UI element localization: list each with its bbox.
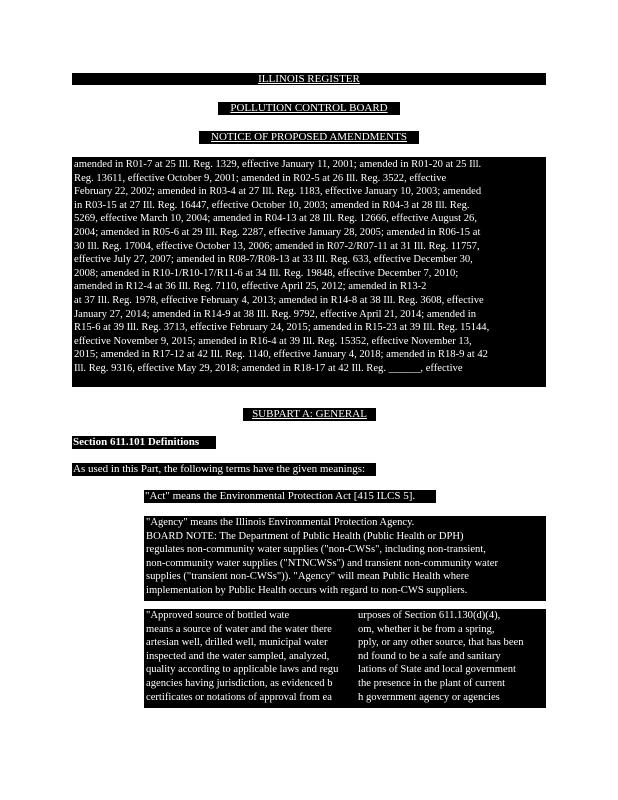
approved-source-left-fragment: agencies having jurisdiction, as evidenced b (146, 677, 333, 689)
register-header (72, 73, 546, 85)
approved-source-left-fragment: means a source of water and the water there (146, 623, 332, 635)
approved-source-line (146, 663, 544, 677)
amendment-line: 2008; amended in R10-1/R10-17/R11-6 at 34 Ill. Reg. 19848, effective December 7, 2010; (74, 267, 459, 279)
approved-source-line (146, 609, 544, 623)
amendment-line: amended in R01-7 at 25 Ill. Reg. 1329, effective January 11, 2001; amended in R01-20 at 25 Ill. (74, 159, 482, 170)
amendment-line: 30 Ill. Reg. 17004, effective October 13, 2006; amended in R07-2/R07-11 at 31 Ill. Reg. 11757, (74, 240, 480, 252)
board-note-line: regulates non-community water supplies ("non-CWSs", including non-transient, (146, 544, 486, 556)
approved-source-right-fragment: lations of State and local government (358, 664, 516, 676)
approved-source-line (146, 636, 544, 650)
amendment-line: effective July 27, 2007; amended in R08-7/R08-13 at 33 Ill. Reg. 633, effective December 30, (74, 254, 473, 266)
amendment-line: Ill. Reg. 9316, effective May 29, 2018; amended in R18-17 at 42 Ill. Reg. ______, effective (74, 362, 463, 374)
subpart-heading-text: SUBPART A: GENERAL (252, 408, 367, 420)
amendment-line: 2015; amended in R17-12 at 42 Ill. Reg. 1140, effective January 4, 2018; amended in R18-9 at 42 (74, 349, 488, 361)
approved-source-line (146, 623, 544, 637)
act-definition: "Act" means the Environmental Protection Act [415 ILCS 5]. (144, 490, 436, 503)
amendment-line: January 27, 2014; amended in R14-9 at 38 Ill. Reg. 9792, effective April 21, 2014; amended in (74, 308, 476, 320)
agency-definition-line: "Agency" means the Illinois Environmental Protection Agency. (146, 517, 415, 528)
board-note-line: implementation by Public Health occurs with regard to non-CWS suppliers. (146, 584, 468, 596)
amendment-line: amended in R12-4 at 36 Ill. Reg. 7110, effective April 25, 2012; amended in R13-2 (74, 281, 427, 293)
section-title: Section 611.101 Definitions (72, 436, 216, 449)
approved-source-right-fragment: the presence in the plant of current (358, 677, 506, 689)
amendment-line: at 37 Ill. Reg. 1978, effective February 4, 2013; amended in R14-8 at 38 Ill. Reg. 3608, effective (74, 294, 484, 306)
approved-source-left-fragment: certificates or notations of approval from ea (146, 691, 332, 703)
amendment-line: Reg. 13611, effective October 9, 2001; amended in R02-5 at 26 Ill. Reg. 3522, effective (74, 172, 447, 184)
approved-source-left-fragment: artesian well, drilled well, municipal water (146, 637, 328, 649)
approved-source-line (146, 650, 544, 664)
amendment-line: in R03-15 at 27 Ill. Reg. 16447, effective October 10, 2003; amended in R04-3 at 28 Ill. Reg. (74, 199, 470, 211)
approved-source-line (146, 677, 544, 691)
approved-source-definition (144, 609, 546, 708)
definitions-intro: As used in this Part, the following terms have the given meanings: (72, 463, 376, 476)
approved-source-right-fragment: nd found to be a safe and sanitary (358, 650, 501, 662)
amendment-line: R15-6 at 39 Ill. Reg. 3713, effective February 24, 2015; amended in R15-23 at 39 Ill. Reg. 15144, (74, 322, 490, 334)
notice-header (199, 131, 419, 144)
amendment-line: 2004; amended in R05-6 at 29 Ill. Reg. 2287, effective January 28, 2005; amended in R06-15 at (74, 226, 481, 238)
board-header-text: POLLUTION CONTROL BOARD (230, 102, 388, 114)
board-note-line: non-community water supplies ("NTNCWSs") and transient non-community water (146, 557, 498, 569)
approved-source-line (146, 691, 544, 705)
approved-source-left-fragment: quality according to applicable laws and regu (146, 664, 339, 676)
amendment-line: February 22, 2002; amended in R03-4 at 27 Ill. Reg. 1183, effective January 10, 2003; amended (74, 186, 482, 198)
amendment-history-block (72, 157, 546, 387)
board-note-line: BOARD NOTE: The Department of Public Health (Public Health or DPH) (146, 530, 464, 542)
register-header-text: ILLINOIS REGISTER (258, 73, 360, 85)
amendment-line: effective November 9, 2015; amended in R16-4 at 39 Ill. Reg. 15352, effective November 13, (74, 335, 472, 347)
approved-source-left-fragment: "Approved source of bottled wate (146, 610, 290, 621)
notice-header-text: NOTICE OF PROPOSED AMENDMENTS (211, 131, 407, 143)
approved-source-right-fragment: h government agency or agencies (358, 691, 500, 703)
approved-source-right-fragment: urposes of Section 611.130(d)(4), (358, 610, 501, 621)
approved-source-right-fragment: om, whether it be from a spring, (358, 623, 495, 635)
approved-source-left-fragment: inspected and the water sampled, analyzed, (146, 650, 330, 662)
board-note-line: supplies ("transient non-CWSs")). "Agency" will mean Public Health where (146, 571, 469, 583)
subpart-heading (243, 408, 376, 421)
approved-source-right-fragment: pply, or any other source, that has been (358, 637, 524, 649)
amendment-line: 5269, effective March 10, 2004; amended in R04-13 at 28 Ill. Reg. 12666, effective August 26, (74, 213, 477, 225)
board-header (218, 102, 400, 115)
agency-definition (144, 516, 546, 601)
